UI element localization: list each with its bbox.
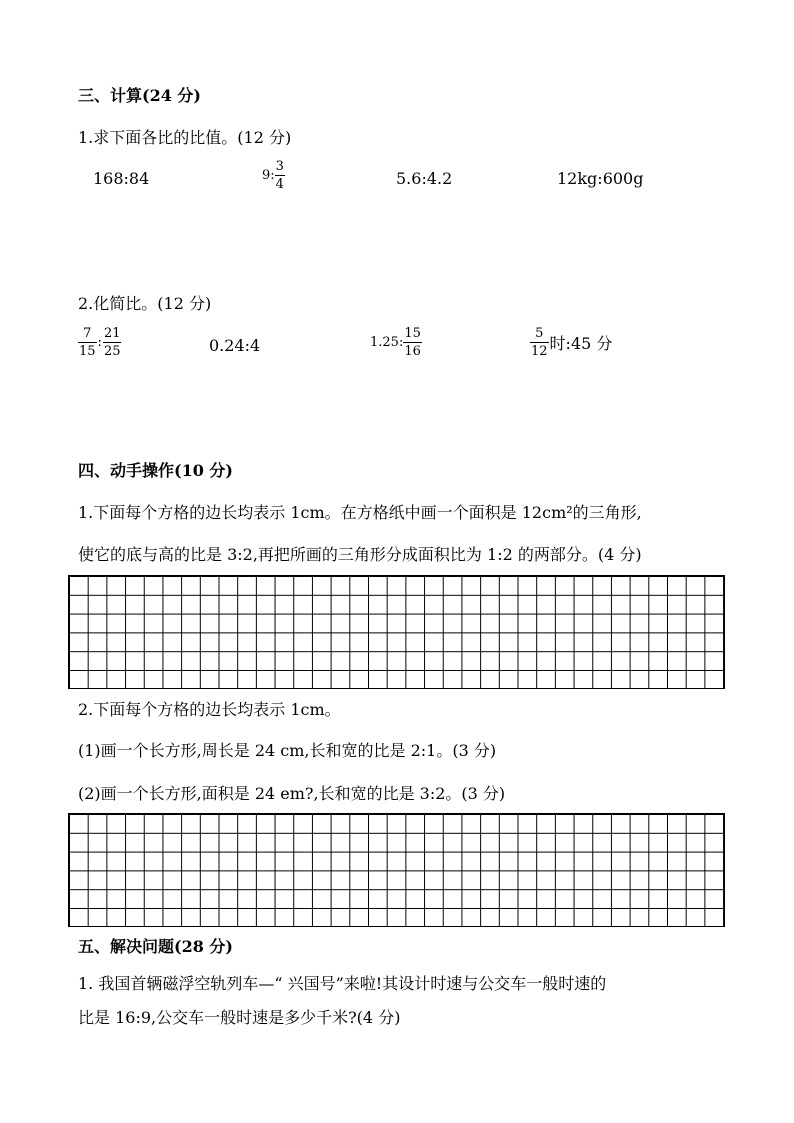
fraction-numerator: 5: [535, 326, 544, 341]
ratio-9-prefix: 9:: [262, 168, 275, 183]
fraction-3-4: [275, 160, 285, 191]
section-5-title: 五、解决问题(28 分): [78, 937, 233, 956]
ratio-1.25-prefix: 1.25:: [370, 335, 404, 350]
fraction-7-15: [78, 327, 97, 358]
ratio-9-three-quarters: [262, 160, 285, 191]
ratio-12kg-600g: 12kg:600g: [557, 169, 644, 188]
fraction-numerator: 7: [83, 326, 92, 341]
fraction-numerator: 3: [275, 159, 284, 174]
q5-1-line2: 比是 16:9,公交车一般时速是多少千米?(4 分): [78, 1008, 401, 1027]
q4-1-line2: 使它的底与高的比是 3:2,再把所画的三角形分成面积比为 1:2 的两部分。(4 分): [78, 545, 642, 564]
q3-1-prompt: 1.求下面各比的比值。(12 分): [78, 128, 292, 147]
fraction-21-25: [103, 327, 122, 358]
ratio-1.25-15-16: [370, 327, 422, 358]
q4-2-line2: (1)画一个长方形,周长是 24 cm,长和宽的比是 2:1。(3 分): [78, 741, 497, 760]
q4-2-line1: 2.下面每个方格的边长均表示 1cm。: [78, 700, 341, 719]
q4-2-line3: (2)画一个长方形,面积是 24 em?,长和宽的比是 3:2。(3 分): [78, 784, 506, 803]
fraction-bar: [275, 175, 285, 176]
ratio-7-15-21-25: [78, 327, 121, 358]
fraction-numerator: 21: [103, 326, 121, 341]
fraction-15-16: [403, 327, 422, 358]
ratio-5-12-hour-45-min: [530, 327, 612, 358]
q5-1-line1: 1. 我国首辆磁浮空轨列车—“ 兴国号”来啦!其设计时速与公交车一般时速的: [78, 974, 607, 993]
fraction-bar: [103, 342, 122, 343]
ratio-colon: :: [97, 335, 102, 350]
fraction-bar: [78, 342, 97, 343]
section-4-title: 四、动手操作(10 分): [78, 461, 233, 480]
grid-paper-2[interactable]: [68, 813, 725, 927]
q3-2-prompt: 2.化简比。(12 分): [78, 294, 212, 313]
fraction-5-12: [530, 327, 549, 358]
q4-1-line1: 1.下面每个方格的边长均表示 1cm。在方格纸中画一个面积是 12cm²的三角形,: [78, 503, 642, 522]
section-3-title: 三、计算(24 分): [78, 86, 201, 105]
fraction-denominator: 16: [404, 344, 421, 359]
grid-paper-1[interactable]: [68, 575, 725, 689]
ratio-5.6-4.2: 5.6:4.2: [396, 169, 453, 188]
fraction-denominator: 4: [275, 177, 284, 192]
fraction-denominator: 15: [79, 344, 96, 359]
ratio-168-84: 168:84: [93, 169, 150, 188]
ratio-0.24-4: 0.24:4: [209, 336, 261, 355]
ratio-suffix: 时:45 分: [549, 334, 613, 353]
fraction-denominator: 12: [531, 344, 548, 359]
fraction-denominator: 25: [103, 344, 121, 359]
fraction-numerator: 15: [404, 326, 421, 341]
fraction-bar: [403, 342, 422, 343]
fraction-bar: [530, 342, 549, 343]
